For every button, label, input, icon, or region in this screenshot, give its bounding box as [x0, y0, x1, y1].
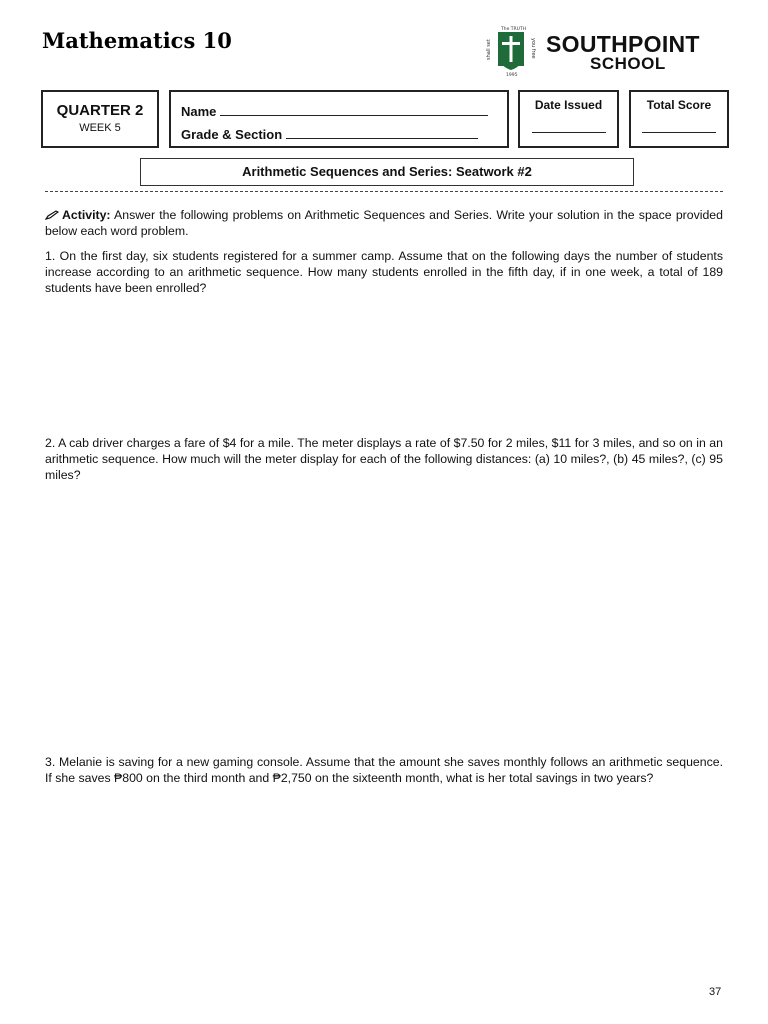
grade-section-line[interactable]: [286, 128, 478, 139]
logo-school-name: SOUTHPOINT: [546, 31, 700, 57]
worksheet-title: Arithmetic Sequences and Series: Seatwork #2: [140, 158, 634, 186]
pencil-icon: [45, 210, 59, 220]
school-logo: [484, 26, 734, 78]
activity-instructions: [45, 207, 723, 239]
total-score-label: Total Score: [646, 98, 712, 112]
logo-school-sub: SCHOOL: [590, 54, 666, 73]
activity-text: Answer the following problems on Arithmetic Sequences and Series. Write your solution in the space provided below each word problem.: [45, 208, 723, 238]
school-seal-icon: [484, 26, 538, 78]
activity-label: Activity:: [62, 208, 111, 222]
grade-section-field[interactable]: [181, 127, 478, 142]
problem-1: 1. On the first day, six students registered for a summer camp. Assume that on the following days the number of students increase according to an arithmetic sequence. How many students enrolled in the fifth day, if in one week, a total of 189 students have been enrolled?: [45, 249, 723, 295]
name-line[interactable]: [220, 105, 488, 116]
grade-section-label: Grade & Section: [181, 127, 283, 142]
date-issued-blank[interactable]: [532, 132, 606, 133]
total-score-blank[interactable]: [642, 132, 716, 133]
name-label: Name: [181, 104, 217, 119]
student-info-box: [169, 90, 509, 148]
page-number: 37: [709, 986, 722, 998]
svg-text:you free: you free: [530, 38, 536, 59]
divider: [45, 191, 723, 192]
quarter-label: QUARTER 2: [56, 102, 144, 119]
svg-text:The TRUTH: The TRUTH: [501, 27, 527, 32]
subject-title: Mathematics 10: [42, 28, 232, 53]
problem-2: 2. A cab driver charges a fare of $4 for a mile. The meter displays a rate of $7.50 for 2 miles, $11 for 3 miles, and so on in an arithmetic sequence. How much will the meter display for each of the following distances: (a) 10 miles?, (b) 45 miles?, (c) 95 miles?: [45, 436, 723, 482]
svg-text:1995: 1995: [506, 73, 518, 78]
quarter-box: [41, 90, 159, 148]
date-issued-box: [518, 90, 619, 148]
date-issued-label: Date Issued: [534, 98, 603, 112]
svg-text:shall set: shall set: [486, 39, 492, 60]
total-score-box: [629, 90, 729, 148]
week-label: WEEK 5: [79, 122, 121, 134]
name-field[interactable]: [181, 104, 488, 119]
problem-3: 3. Melanie is saving for a new gaming console. Assume that the amount she saves monthly follows an arithmetic sequence. If she saves ₱800 on the third month and ₱2,750 on the sixteenth month, what is her total savings in two years?: [45, 755, 723, 785]
